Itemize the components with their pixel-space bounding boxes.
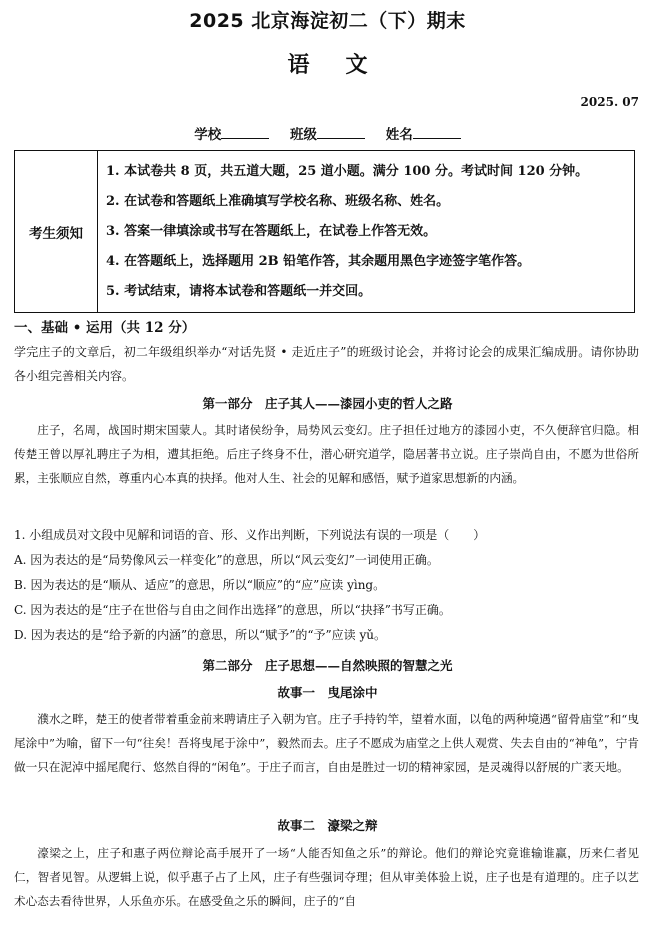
question-1: 1. 小组成员对文段中见解和词语的音、形、义作出判断，下列说法有误的一项是（ ） xyxy=(14,528,486,542)
notice-rule: 4. 在答题纸上，选择题用 2B 铅笔作答，其余题用黑色字迹签字笔作答。 xyxy=(106,253,531,269)
notice-rule: 5. 考试结束，请将本试卷和答题纸一并交回。 xyxy=(106,283,372,299)
section-heading: 一、基础 • 运用（共 12 分） xyxy=(14,320,196,336)
notice-label: 考生须知 xyxy=(15,151,98,313)
option-b[interactable]: B. 因为表达的是“顺从、适应”的意思，所以“顺应”的“应”应读 yìng。 xyxy=(14,578,386,592)
class-label: 班级 xyxy=(290,127,317,143)
exam-date: 2025. 07 xyxy=(580,95,639,109)
class-field[interactable] xyxy=(290,123,365,143)
name-blank[interactable] xyxy=(413,126,461,139)
part2-heading: 第二部分 庄子思想——自然映照的智慧之光 xyxy=(202,658,453,673)
story2-passage: 濠梁之上，庄子和惠子两位辩论高手展开了一场“人能否知鱼之乐”的辩论。他们的辩论究竟谁输谁赢，历来仁者见仁，智者见智。从逻辑上说，似乎惠子占了上风，庄子有些强词夺理；但从审美体验上说，庄子也是有道理的。庄子以艺术心态去看待世界，人乐鱼亦乐。在感受鱼之乐的瞬间，庄子的“自 xyxy=(14,846,639,908)
notice-rule: 2. 在试卷和答题纸上准确填写学校名称、班级名称、姓名。 xyxy=(106,193,450,209)
option-c[interactable]: C. 因为表达的是“庄子在世俗与自由之间作出选择”的意思，所以“抉择”书写正确。 xyxy=(14,603,451,617)
exam-notice-table xyxy=(14,150,635,313)
class-blank[interactable] xyxy=(317,126,365,139)
notice-rule: 1. 本试卷共 8 页，共五道大题，25 道小题。满分 100 分。考试时间 120 分钟。 xyxy=(106,163,589,179)
school-blank[interactable] xyxy=(221,126,269,139)
option-d[interactable]: D. 因为表达的是“给予新的内涵”的意思，所以“赋予”的“予”应读 yǔ。 xyxy=(14,628,386,642)
story2-title: 故事二 濠梁之辩 xyxy=(277,818,378,833)
school-field[interactable] xyxy=(194,123,269,143)
story1-passage: 濮水之畔，楚王的使者带着重金前来聘请庄子入朝为官。庄子手持钓竿，望着水面，以龟的两种境遇“留骨庙堂”和“曳尾涂中”为喻，留下一句“往矣！吾将曳尾于涂中”，毅然而去。庄子不愿成为庙堂之上供人观赏、失去自由的“神龟”，宁肯做一只在泥淖中摇尾爬行、悠然自得的“闲龟”。于庄子而言，自由是胜过一切的精神家园，是灵魂得以舒展的广袤天地。 xyxy=(14,712,639,774)
story1-title: 故事一 曳尾涂中 xyxy=(277,685,378,700)
part1-passage: 庄子，名周，战国时期宋国蒙人。其时诸侯纷争，局势风云变幻。庄子担任过地方的漆园小吏，不久便辞官归隐。相传楚王曾以厚礼聘庄子为相，遭其拒绝。后庄子终身不仕，潜心研究道学，隐居著书立说。庄子崇尚自由，不愿为世俗所累，主张顺应自然，尊重内心本真的抉择。他对人生、社会的见解和感悟，赋予道家思想新的内涵。 xyxy=(14,423,639,485)
part1-heading: 第一部分 庄子其人——漆园小吏的哲人之路 xyxy=(202,396,453,411)
exam-subject: 语文 xyxy=(287,53,404,78)
exam-title: 2025 北京海淀初二（下）期末 xyxy=(189,10,466,32)
name-field[interactable] xyxy=(386,123,461,143)
notice-rules xyxy=(98,151,635,313)
school-label: 学校 xyxy=(194,127,222,143)
option-a[interactable]: A. 因为表达的是“局势像风云一样变化”的意思，所以“风云变幻”一词使用正确。 xyxy=(14,553,439,567)
student-info-line xyxy=(0,123,655,143)
notice-rule: 3. 答案一律填涂或书写在答题纸上，在试卷上作答无效。 xyxy=(106,223,437,239)
section-intro: 学完庄子的文章后，初二年级组织举办“对话先贤 • 走近庄子”的班级讨论会，并将讨论会的成果汇编成册。请你协助各小组完善相关内容。 xyxy=(14,345,639,383)
name-label: 姓名 xyxy=(385,127,413,143)
